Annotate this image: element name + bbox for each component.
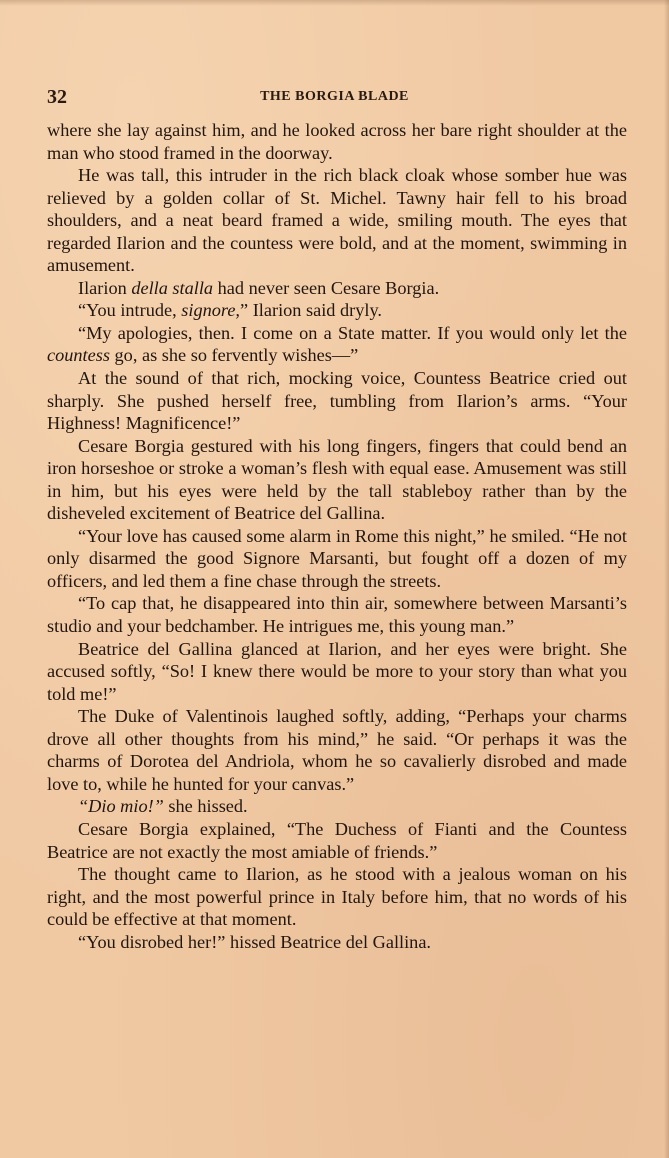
text-segment: she hissed. [163, 796, 248, 817]
paragraph [47, 119, 627, 164]
text-segment: where she lay against him, and he looked across her bare right shoulder at the man who stood framed in the doorway. [47, 120, 627, 163]
paragraph [47, 367, 627, 435]
page-right-edge [664, 0, 669, 1158]
paragraph [47, 863, 627, 931]
paragraph [47, 931, 627, 954]
paragraph [47, 299, 627, 322]
paragraph [47, 795, 627, 818]
page-top-edge [0, 0, 669, 6]
text-segment: At the sound of that rich, mocking voice, Countess Beatrice cried out sharply. She pushed herself free, tumbling from Ilarion’s arms. “Your Highness! Magnificence!” [47, 368, 627, 434]
text-segment: Ilarion [78, 277, 132, 298]
paragraph [47, 592, 627, 637]
italic-text: “Dio mio!” [78, 796, 164, 817]
italic-text: signore, [181, 300, 241, 321]
paragraph [47, 705, 627, 795]
paragraph [47, 322, 627, 367]
text-segment: go, as she so fervently wishes—” [109, 345, 359, 366]
text-segment: ” Ilarion said dryly. [240, 300, 382, 321]
body-text [47, 119, 627, 953]
paragraph [47, 818, 627, 863]
text-segment: “My apologies, then. I come on a State matter. If you would only let the [78, 322, 627, 343]
page-header [47, 86, 622, 110]
text-segment: “Your love has caused some alarm in Rome this night,” he smiled. “He not only disarmed the good Signore Marsanti, but fought off a dozen of my officers, and led them a fine chase through the streets. [47, 525, 627, 591]
text-segment: Beatrice del Gallina glanced at Ilarion, and her eyes were bright. She accused softly, “So! I knew there would be more to your story than what you told me!” [47, 638, 627, 704]
paragraph [47, 638, 627, 706]
paragraph [47, 435, 627, 525]
text-segment: The thought came to Ilarion, as he stood with a jealous woman on his right, and the most powerful prince in Italy before him, that no words of his could be effective at that moment. [47, 864, 627, 930]
paragraph [47, 164, 627, 277]
text-segment: The Duke of Valentinois laughed softly, adding, “Perhaps your charms drove all other thoughts from his mind,” he said. “Or perhaps it was the charms of Dorotea del Andriola, whom he so cavalierly disrobed and made love to, while he hunted for your canvas.” [47, 706, 627, 794]
text-segment: He was tall, this intruder in the rich black cloak whose somber hue was relieved by a golden collar of St. Michel. Tawny hair fell to his broad shoulders, and a neat beard framed a wide, smiling mouth. The eyes that regarded Ilarion and the countess were bold, and at the moment, swimming in amusement. [47, 165, 627, 276]
text-segment: Cesare Borgia explained, “The Duchess of Fianti and the Countess Beatrice are not exactly the most amiable of friends.” [47, 818, 627, 862]
running-head: THE BORGIA BLADE [260, 89, 409, 104]
text-segment: Cesare Borgia gestured with his long fingers, fingers that could bend an iron horseshoe or stroke a woman’s flesh with equal ease. Amusement was still in him, but his eyes were held by the tall stableboy rather than by the disheveled excitement of Beatrice del Gallina. [47, 435, 627, 524]
italic-text: countess [47, 345, 110, 366]
paragraph [47, 525, 627, 593]
paragraph [47, 277, 627, 300]
text-segment: “To cap that, he disappeared into thin air, somewhere between Marsanti’s studio and your bedchamber. He intrigues me, this young man.” [47, 593, 627, 637]
italic-text: della stalla [131, 277, 214, 298]
text-segment: “You disrobed her!” hissed Beatrice del Gallina. [78, 931, 432, 952]
page-number: 32 [47, 86, 67, 108]
text-segment: “You intrude, [78, 300, 182, 321]
text-segment: had never seen Cesare Borgia. [213, 277, 440, 298]
